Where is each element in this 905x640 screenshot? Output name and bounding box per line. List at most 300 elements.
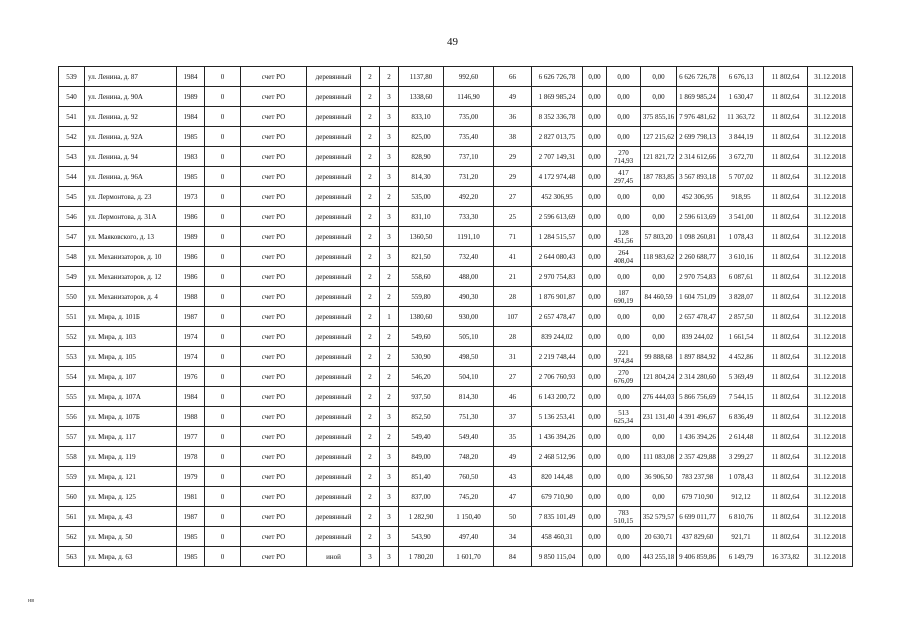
cell-fund-federal: 0,00 [583, 307, 607, 327]
cell-fund-owners: 839 244,02 [677, 327, 719, 347]
cell-fund-owners: 7 976 481,62 [677, 107, 719, 127]
cell-completion-date: 31.12.2018 [808, 387, 853, 407]
cell-residents: 47 [494, 487, 532, 507]
cell-unit-cost: 1 661,54 [719, 327, 764, 347]
cell-entrances: 2 [380, 367, 399, 387]
cell-total-area: 825,00 [399, 127, 444, 147]
cell-unit-cost: 3 541,00 [719, 207, 764, 227]
cell-fund-owners: 1 098 260,81 [677, 227, 719, 247]
cell-floors: 2 [361, 347, 380, 367]
cell-entrances: 2 [380, 267, 399, 287]
cell-fund-method: счет РО [241, 227, 307, 247]
cell-unit-cost: 5 369,49 [719, 367, 764, 387]
cell-wall-material: деревянный [307, 487, 361, 507]
cell-residents: 66 [494, 67, 532, 87]
cell-unit-cost: 3 844,19 [719, 127, 764, 147]
cell-year-overhaul: 0 [205, 427, 241, 447]
cell-year-built: 1987 [177, 307, 205, 327]
cell-fund-method: счет РО [241, 167, 307, 187]
table-row [59, 327, 853, 347]
cell-address: ул. Механизаторов, д. 12 [85, 267, 177, 287]
cell-wall-material: деревянный [307, 267, 361, 287]
cell-total-cost: 1 876 901,87 [532, 287, 583, 307]
cell-fund-federal: 0,00 [583, 147, 607, 167]
cell-floors: 2 [361, 307, 380, 327]
cell-residents: 41 [494, 247, 532, 267]
cell-unit-cost: 6 836,49 [719, 407, 764, 427]
cell-fund-owners: 1 604 751,09 [677, 287, 719, 307]
table-row [59, 307, 853, 327]
cell-max-unit-cost: 11 802,64 [764, 387, 808, 407]
cell-fund-federal: 0,00 [583, 187, 607, 207]
cell-wall-material: деревянный [307, 167, 361, 187]
cell-fund-owners: 679 710,90 [677, 487, 719, 507]
cell-entrances: 3 [380, 247, 399, 267]
cell-residents: 36 [494, 107, 532, 127]
cell-total-area: 535,00 [399, 187, 444, 207]
cell-entrances: 2 [380, 67, 399, 87]
cell-fund-method: счет РО [241, 87, 307, 107]
cell-entrances: 3 [380, 87, 399, 107]
cell-floors: 2 [361, 87, 380, 107]
cell-total-cost: 2 468 512,96 [532, 447, 583, 467]
cell-unit-cost: 6 149,79 [719, 547, 764, 567]
cell-row-number: 562 [59, 527, 85, 547]
cell-total-cost: 679 710,90 [532, 487, 583, 507]
cell-year-built: 1976 [177, 367, 205, 387]
table-row [59, 267, 853, 287]
cell-completion-date: 31.12.2018 [808, 227, 853, 247]
cell-fund-regional: 0,00 [607, 87, 641, 107]
cell-year-overhaul: 0 [205, 167, 241, 187]
cell-total-cost: 1 869 985,24 [532, 87, 583, 107]
cell-max-unit-cost: 11 802,64 [764, 287, 808, 307]
cell-residents: 43 [494, 467, 532, 487]
cell-floors: 2 [361, 447, 380, 467]
cell-fund-regional: 0,00 [607, 427, 641, 447]
cell-completion-date: 31.12.2018 [808, 367, 853, 387]
cell-living-area: 731,20 [444, 167, 494, 187]
cell-year-overhaul: 0 [205, 127, 241, 147]
cell-residents: 49 [494, 87, 532, 107]
cell-address: ул. Мира, д. 105 [85, 347, 177, 367]
cell-total-cost: 9 850 115,04 [532, 547, 583, 567]
cell-year-overhaul: 0 [205, 387, 241, 407]
cell-living-area: 1191,10 [444, 227, 494, 247]
table-row [59, 547, 853, 567]
cell-fund-federal: 0,00 [583, 107, 607, 127]
cell-total-area: 1 282,90 [399, 507, 444, 527]
cell-floors: 2 [361, 487, 380, 507]
cell-address: ул. Мира, д. 107Б [85, 407, 177, 427]
cell-living-area: 1 150,40 [444, 507, 494, 527]
cell-total-cost: 6 143 200,72 [532, 387, 583, 407]
cell-total-area: 1137,80 [399, 67, 444, 87]
cell-total-cost: 4 172 974,48 [532, 167, 583, 187]
cell-year-built: 1988 [177, 287, 205, 307]
cell-year-built: 1986 [177, 247, 205, 267]
cell-total-cost: 2 827 013,75 [532, 127, 583, 147]
cell-fund-local: 0,00 [641, 327, 677, 347]
cell-fund-federal: 0,00 [583, 447, 607, 467]
cell-row-number: 558 [59, 447, 85, 467]
cell-floors: 2 [361, 407, 380, 427]
cell-year-built: 1986 [177, 207, 205, 227]
cell-fund-method: счет РО [241, 367, 307, 387]
cell-fund-regional: 187 690,19 [607, 287, 641, 307]
cell-fund-method: счет РО [241, 207, 307, 227]
cell-completion-date: 31.12.2018 [808, 167, 853, 187]
cell-total-cost: 2 644 080,43 [532, 247, 583, 267]
cell-row-number: 549 [59, 267, 85, 287]
cell-completion-date: 31.12.2018 [808, 507, 853, 527]
cell-completion-date: 31.12.2018 [808, 547, 853, 567]
cell-fund-method: счет РО [241, 327, 307, 347]
cell-fund-local: 84 460,59 [641, 287, 677, 307]
cell-total-area: 549,60 [399, 327, 444, 347]
cell-address: ул. Ленина, д. 96А [85, 167, 177, 187]
cell-fund-federal: 0,00 [583, 467, 607, 487]
cell-total-cost: 458 460,31 [532, 527, 583, 547]
cell-floors: 2 [361, 227, 380, 247]
cell-residents: 107 [494, 307, 532, 327]
cell-residents: 31 [494, 347, 532, 367]
cell-year-built: 1981 [177, 487, 205, 507]
cell-total-area: 1360,50 [399, 227, 444, 247]
cell-address: ул. Ленина, д. 94 [85, 147, 177, 167]
cell-unit-cost: 1 630,47 [719, 87, 764, 107]
cell-total-cost: 7 835 101,49 [532, 507, 583, 527]
cell-living-area: 760,50 [444, 467, 494, 487]
cell-wall-material: деревянный [307, 467, 361, 487]
cell-address: ул. Мира, д. 125 [85, 487, 177, 507]
cell-max-unit-cost: 11 802,64 [764, 167, 808, 187]
cell-row-number: 545 [59, 187, 85, 207]
cell-unit-cost: 3 299,27 [719, 447, 764, 467]
cell-completion-date: 31.12.2018 [808, 487, 853, 507]
cell-wall-material: деревянный [307, 427, 361, 447]
cell-max-unit-cost: 11 802,64 [764, 507, 808, 527]
cell-wall-material: деревянный [307, 367, 361, 387]
table-row [59, 427, 853, 447]
cell-entrances: 3 [380, 127, 399, 147]
cell-total-area: 543,90 [399, 527, 444, 547]
cell-fund-method: счет РО [241, 467, 307, 487]
cell-year-built: 1979 [177, 467, 205, 487]
cell-fund-regional: 513 625,34 [607, 407, 641, 427]
cell-max-unit-cost: 11 802,64 [764, 267, 808, 287]
cell-max-unit-cost: 11 802,64 [764, 67, 808, 87]
cell-wall-material: деревянный [307, 87, 361, 107]
cell-entrances: 3 [380, 407, 399, 427]
cell-fund-method: счет РО [241, 187, 307, 207]
cell-row-number: 540 [59, 87, 85, 107]
cell-total-area: 852,50 [399, 407, 444, 427]
cell-wall-material: деревянный [307, 347, 361, 367]
cell-fund-owners: 1 436 394,26 [677, 427, 719, 447]
cell-unit-cost: 1 078,43 [719, 467, 764, 487]
cell-living-area: 505,10 [444, 327, 494, 347]
cell-residents: 28 [494, 327, 532, 347]
cell-year-overhaul: 0 [205, 67, 241, 87]
cell-entrances: 2 [380, 427, 399, 447]
cell-row-number: 556 [59, 407, 85, 427]
cell-year-overhaul: 0 [205, 547, 241, 567]
cell-completion-date: 31.12.2018 [808, 87, 853, 107]
cell-fund-regional: 0,00 [607, 107, 641, 127]
cell-address: ул. Мира, д. 63 [85, 547, 177, 567]
cell-fund-owners: 2 699 798,13 [677, 127, 719, 147]
cell-fund-local: 57 803,20 [641, 227, 677, 247]
cell-total-area: 549,40 [399, 427, 444, 447]
cell-living-area: 492,20 [444, 187, 494, 207]
cell-fund-regional: 270 676,09 [607, 367, 641, 387]
cell-fund-local: 375 855,16 [641, 107, 677, 127]
cell-completion-date: 31.12.2018 [808, 287, 853, 307]
cell-fund-method: счет РО [241, 447, 307, 467]
cell-fund-method: счет РО [241, 287, 307, 307]
cell-year-overhaul: 0 [205, 147, 241, 167]
cell-completion-date: 31.12.2018 [808, 127, 853, 147]
cell-row-number: 553 [59, 347, 85, 367]
cell-address: ул. Механизаторов, д. 4 [85, 287, 177, 307]
cell-fund-method: счет РО [241, 547, 307, 567]
cell-wall-material: деревянный [307, 307, 361, 327]
cell-year-built: 1977 [177, 427, 205, 447]
cell-entrances: 3 [380, 107, 399, 127]
cell-year-built: 1973 [177, 187, 205, 207]
cell-fund-federal: 0,00 [583, 327, 607, 347]
cell-wall-material: деревянный [307, 287, 361, 307]
cell-row-number: 542 [59, 127, 85, 147]
cell-row-number: 555 [59, 387, 85, 407]
cell-fund-regional: 0,00 [607, 327, 641, 347]
cell-fund-local: 276 444,03 [641, 387, 677, 407]
cell-fund-regional: 0,00 [607, 67, 641, 87]
cell-fund-federal: 0,00 [583, 87, 607, 107]
cell-year-overhaul: 0 [205, 247, 241, 267]
cell-completion-date: 31.12.2018 [808, 247, 853, 267]
cell-fund-owners: 2 596 613,69 [677, 207, 719, 227]
cell-address: ул. Механизаторов, д. 10 [85, 247, 177, 267]
cell-fund-owners: 3 567 893,18 [677, 167, 719, 187]
table-row [59, 107, 853, 127]
cell-year-built: 1987 [177, 507, 205, 527]
cell-residents: 27 [494, 187, 532, 207]
cell-residents: 21 [494, 267, 532, 287]
table-row [59, 347, 853, 367]
cell-year-built: 1989 [177, 87, 205, 107]
cell-entrances: 3 [380, 447, 399, 467]
cell-fund-regional: 0,00 [607, 127, 641, 147]
cell-total-area: 814,30 [399, 167, 444, 187]
table-row [59, 67, 853, 87]
cell-unit-cost: 7 544,15 [719, 387, 764, 407]
cell-fund-owners: 2 260 688,77 [677, 247, 719, 267]
cell-fund-regional: 0,00 [607, 387, 641, 407]
cell-fund-regional: 417 297,45 [607, 167, 641, 187]
cell-residents: 35 [494, 427, 532, 447]
table-row [59, 207, 853, 227]
cell-fund-federal: 0,00 [583, 287, 607, 307]
cell-total-cost: 8 352 336,78 [532, 107, 583, 127]
cell-wall-material: деревянный [307, 127, 361, 147]
cell-year-built: 1978 [177, 447, 205, 467]
cell-fund-local: 443 255,18 [641, 547, 677, 567]
cell-fund-local: 99 888,68 [641, 347, 677, 367]
cell-fund-method: счет РО [241, 507, 307, 527]
cell-total-cost: 839 244,02 [532, 327, 583, 347]
cell-wall-material: деревянный [307, 327, 361, 347]
cell-fund-local: 0,00 [641, 67, 677, 87]
cell-wall-material: деревянный [307, 527, 361, 547]
cell-row-number: 561 [59, 507, 85, 527]
cell-address: ул. Маяковского, д. 13 [85, 227, 177, 247]
cell-total-area: 833,10 [399, 107, 444, 127]
cell-year-built: 1985 [177, 127, 205, 147]
table-row [59, 127, 853, 147]
cell-total-area: 530,90 [399, 347, 444, 367]
cell-unit-cost: 6 087,61 [719, 267, 764, 287]
cell-completion-date: 31.12.2018 [808, 307, 853, 327]
cell-floors: 2 [361, 167, 380, 187]
cell-max-unit-cost: 11 802,64 [764, 327, 808, 347]
cell-year-overhaul: 0 [205, 327, 241, 347]
cell-unit-cost: 6 810,76 [719, 507, 764, 527]
cell-unit-cost: 1 078,43 [719, 227, 764, 247]
cell-fund-federal: 0,00 [583, 227, 607, 247]
cell-max-unit-cost: 11 802,64 [764, 367, 808, 387]
cell-fund-owners: 6 699 011,77 [677, 507, 719, 527]
cell-entrances: 1 [380, 307, 399, 327]
cell-fund-local: 0,00 [641, 307, 677, 327]
cell-fund-method: счет РО [241, 487, 307, 507]
cell-max-unit-cost: 11 802,64 [764, 107, 808, 127]
cell-year-overhaul: 0 [205, 87, 241, 107]
cell-fund-regional: 0,00 [607, 467, 641, 487]
cell-fund-regional: 0,00 [607, 487, 641, 507]
cell-living-area: 751,30 [444, 407, 494, 427]
cell-completion-date: 31.12.2018 [808, 467, 853, 487]
cell-total-area: 1380,60 [399, 307, 444, 327]
cell-fund-regional: 0,00 [607, 547, 641, 567]
cell-year-overhaul: 0 [205, 347, 241, 367]
cell-completion-date: 31.12.2018 [808, 187, 853, 207]
cell-max-unit-cost: 11 802,64 [764, 427, 808, 447]
table-row [59, 487, 853, 507]
cell-wall-material: деревянный [307, 107, 361, 127]
cell-unit-cost: 5 707,02 [719, 167, 764, 187]
cell-fund-regional: 783 510,15 [607, 507, 641, 527]
cell-total-area: 828,90 [399, 147, 444, 167]
cell-max-unit-cost: 11 802,64 [764, 487, 808, 507]
cell-total-area: 559,80 [399, 287, 444, 307]
cell-fund-federal: 0,00 [583, 67, 607, 87]
cell-floors: 2 [361, 247, 380, 267]
cell-entrances: 3 [380, 527, 399, 547]
cell-fund-regional: 128 451,56 [607, 227, 641, 247]
cell-row-number: 548 [59, 247, 85, 267]
cell-fund-local: 352 579,57 [641, 507, 677, 527]
cell-fund-method: счет РО [241, 247, 307, 267]
cell-completion-date: 31.12.2018 [808, 447, 853, 467]
cell-living-area: 930,00 [444, 307, 494, 327]
cell-living-area: 733,30 [444, 207, 494, 227]
cell-year-overhaul: 0 [205, 467, 241, 487]
cell-max-unit-cost: 11 802,64 [764, 187, 808, 207]
cell-fund-owners: 2 657 478,47 [677, 307, 719, 327]
cell-wall-material: деревянный [307, 147, 361, 167]
cell-fund-owners: 6 626 726,78 [677, 67, 719, 87]
cell-total-cost: 5 136 253,41 [532, 407, 583, 427]
cell-row-number: 563 [59, 547, 85, 567]
cell-year-built: 1984 [177, 67, 205, 87]
cell-entrances: 2 [380, 387, 399, 407]
cell-fund-federal: 0,00 [583, 267, 607, 287]
cell-living-area: 490,30 [444, 287, 494, 307]
cell-fund-owners: 9 406 859,86 [677, 547, 719, 567]
table-row [59, 467, 853, 487]
cell-total-area: 831,10 [399, 207, 444, 227]
cell-fund-federal: 0,00 [583, 507, 607, 527]
cell-total-cost: 2 219 748,44 [532, 347, 583, 367]
cell-fund-local: 231 131,40 [641, 407, 677, 427]
cell-fund-federal: 0,00 [583, 407, 607, 427]
cell-total-cost: 1 284 515,57 [532, 227, 583, 247]
cell-row-number: 559 [59, 467, 85, 487]
cell-total-cost: 2 596 613,69 [532, 207, 583, 227]
cell-year-overhaul: 0 [205, 507, 241, 527]
cell-total-cost: 820 144,48 [532, 467, 583, 487]
cell-year-built: 1986 [177, 267, 205, 287]
cell-total-cost: 2 706 760,93 [532, 367, 583, 387]
table-row [59, 187, 853, 207]
cell-living-area: 498,50 [444, 347, 494, 367]
cell-row-number: 560 [59, 487, 85, 507]
cell-fund-local: 0,00 [641, 487, 677, 507]
table-row [59, 247, 853, 267]
footer-mark: нв [28, 598, 35, 604]
cell-residents: 46 [494, 387, 532, 407]
cell-living-area: 748,20 [444, 447, 494, 467]
cell-total-area: 837,00 [399, 487, 444, 507]
cell-fund-local: 0,00 [641, 267, 677, 287]
cell-total-cost: 2 657 478,47 [532, 307, 583, 327]
cell-fund-method: счет РО [241, 127, 307, 147]
cell-fund-regional: 0,00 [607, 267, 641, 287]
cell-completion-date: 31.12.2018 [808, 147, 853, 167]
table-row [59, 527, 853, 547]
cell-residents: 49 [494, 447, 532, 467]
cell-year-overhaul: 0 [205, 287, 241, 307]
cell-fund-local: 121 804,24 [641, 367, 677, 387]
cell-year-overhaul: 0 [205, 207, 241, 227]
cell-floors: 2 [361, 507, 380, 527]
cell-fund-regional: 0,00 [607, 187, 641, 207]
cell-total-cost: 1 436 394,26 [532, 427, 583, 447]
table-row [59, 367, 853, 387]
cell-residents: 25 [494, 207, 532, 227]
cell-fund-local: 0,00 [641, 427, 677, 447]
cell-living-area: 992,60 [444, 67, 494, 87]
cell-living-area: 497,40 [444, 527, 494, 547]
cell-fund-owners: 2 314 612,66 [677, 147, 719, 167]
cell-living-area: 737,10 [444, 147, 494, 167]
table-row [59, 147, 853, 167]
cell-living-area: 814,30 [444, 387, 494, 407]
cell-fund-method: счет РО [241, 347, 307, 367]
cell-unit-cost: 3 610,16 [719, 247, 764, 267]
